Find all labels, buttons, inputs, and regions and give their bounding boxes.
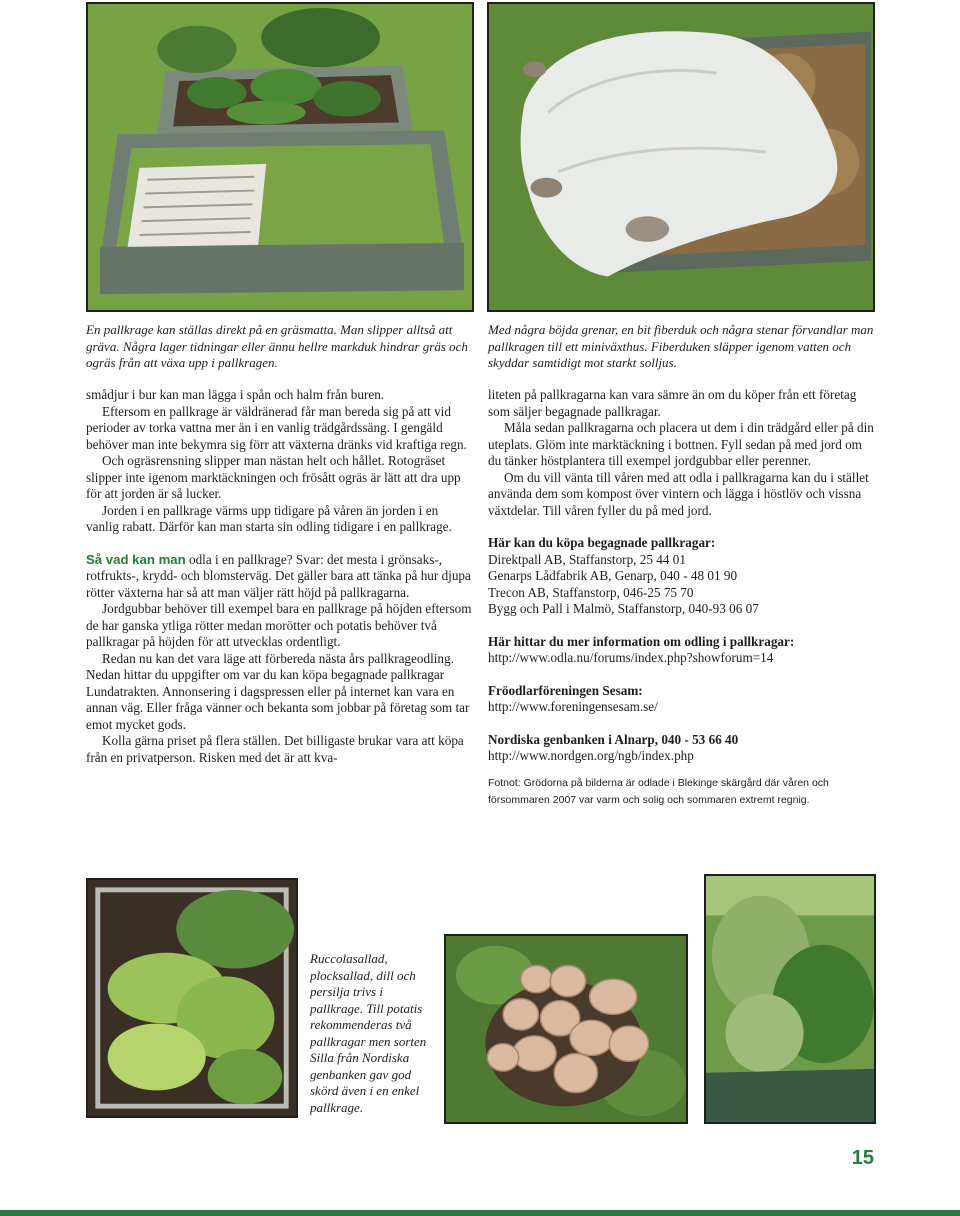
bottom-accent-bar bbox=[0, 1210, 960, 1216]
supplier: Genarps Lådfabrik AB, Genarp, 040 - 48 01 90 bbox=[488, 568, 738, 583]
photo-pallkrage-on-lawn bbox=[86, 2, 474, 312]
caption-lawn-photo: En pallkrage kan ställas direkt på en gräsmatta. Man slipper alltså att gräva. Några lager tidningar eller ännu hellre markduk hindrar gräs och ogräs från att växa upp i pallkragen. bbox=[86, 322, 468, 370]
caption-greenhouse-photo: Med några böjda grenar, en bit fiberduk och några stenar förvandlar man pallkragen till ett miniväxthus. Fiberduken släpper igenom vatten och skyddar samtidigt mot starkt solljus. bbox=[488, 322, 874, 370]
photo-salad-herbs bbox=[86, 878, 298, 1118]
paragraph: liteten på pallkragarna kan vara sämre än om du köper från ett företag som säljer begagnade pallkragar. bbox=[488, 387, 857, 419]
paragraph: Redan nu kan det vara läge att förbereda nästa års pallkrageodling. Nedan hittar du uppgifter om var du kan köpa begagnade pallkragar Lundatrakten. Annonsering i dagspressen eller på internet kan vara en annan väg. Eller fråga vänner och bekanta som jobbar på företag som tar emot mycket gods. bbox=[86, 650, 470, 732]
supplier: Direktpall AB, Staffanstorp, 25 44 01 bbox=[488, 551, 686, 567]
info-heading: Här hittar du mer information om odling i pallkragar: bbox=[488, 633, 795, 649]
info-url[interactable]: http://www.odla.nu/forums/index.php?showforum=14 bbox=[488, 650, 774, 665]
sesam-heading: Fröodlarföreningen Sesam: bbox=[488, 682, 643, 698]
footnote: Fotnot: Grödorna på bilderna är odlade i Blekinge skärgård där våren och försommaren 2007 var varm och solig och sommaren extremt regnig. bbox=[488, 776, 829, 806]
supplier: Trecon AB, Staffanstorp, 046-25 75 70 bbox=[488, 584, 694, 600]
photo-potatoes bbox=[444, 934, 688, 1124]
paragraph: Måla sedan pallkragarna och placera ut dem i din trädgård eller på din uteplats. Glöm inte marktäckning i bottnen. Fyll sedan på med jord om du tänker höstplantera till exempel jordgubbar eller perenner. bbox=[488, 420, 874, 468]
paragraph: Kolla gärna priset på flera ställen. Det billigaste brukar vara att köpa från en privatperson. Risken med det är att kva- bbox=[86, 733, 464, 765]
paragraph: Och ogräsrensning slipper man nästan helt och hållet. Rotogräset slipper inte igenom marktäckningen och frösått ogräs är lätt att dra upp för att jorden är så lucker. bbox=[86, 453, 461, 501]
photo-dill-parsley bbox=[704, 874, 876, 1124]
article-left-column bbox=[86, 387, 474, 766]
sesam-url[interactable]: http://www.foreningensesam.se/ bbox=[488, 699, 658, 714]
photo-fiber-cloth-greenhouse bbox=[487, 2, 875, 312]
genbank-heading: Nordiska genbanken i Alnarp, 040 - 53 66 40 bbox=[488, 731, 739, 747]
paragraph: Jorden i en pallkrage värms upp tidigare på våren än jorden i en vanlig rabatt. Därför kan man starta sin odling tidigare i en pallkrage. bbox=[86, 502, 452, 534]
lead-in: Så vad kan man bbox=[86, 551, 186, 567]
page-number: 15 bbox=[851, 1147, 874, 1169]
paragraph: Om du vill vänta till våren med att odla i pallkragarna kan du i stället använda dem som kompost över vintern och lägga i höstlöv och vissna växtdelar. Till våren fyller du på med jord. bbox=[488, 469, 869, 518]
buy-heading: Här kan du köpa begagnade pallkragar: bbox=[488, 535, 716, 550]
paragraph: Eftersom en pallkrage är väldränerad får man bereda sig på att vid perioder av torka vattna mer än i en vanlig trädgårdssäng. I gengäld behöver man inte bekymra sig förr att växterna dränks vid kraftiga regn. bbox=[86, 403, 467, 452]
caption-bottom-photos: Ruccolasallad, plocksallad, dill och persilja trivs i pallkrage. Till potatis rekommenderas två pallkragar men sorten Silla från Nordiska genbanken gav god skörd även i en enkel pallkrage. bbox=[310, 951, 427, 1115]
paragraph: smådjur i bur kan man lägga i spån och halm från buren. bbox=[86, 387, 385, 402]
supplier: Bygg och Pall i Malmö, Staffanstorp, 040-93 06 07 bbox=[488, 601, 759, 616]
genbank-url[interactable]: http://www.nordgen.org/ngb/index.php bbox=[488, 748, 694, 763]
paragraph: Jordgubbar behöver till exempel bara en pallkrage på höjden eftersom de har ganska ytliga rötter medan morötter och potatis behöver två pallkragar på höjden för att utvecklas ordentligt. bbox=[86, 601, 472, 649]
paragraph-text: odla i en pallkrage? Svar: det mesta i grönsaks-, rotfrukts-, krydd- och blomsterväg. Det gäller bara att tänka på hur djupa rötter växterna har så att man väljer rätt höjd på pallkragarna. bbox=[86, 551, 471, 600]
article-right-column bbox=[488, 387, 878, 809]
paragraph bbox=[86, 552, 474, 602]
